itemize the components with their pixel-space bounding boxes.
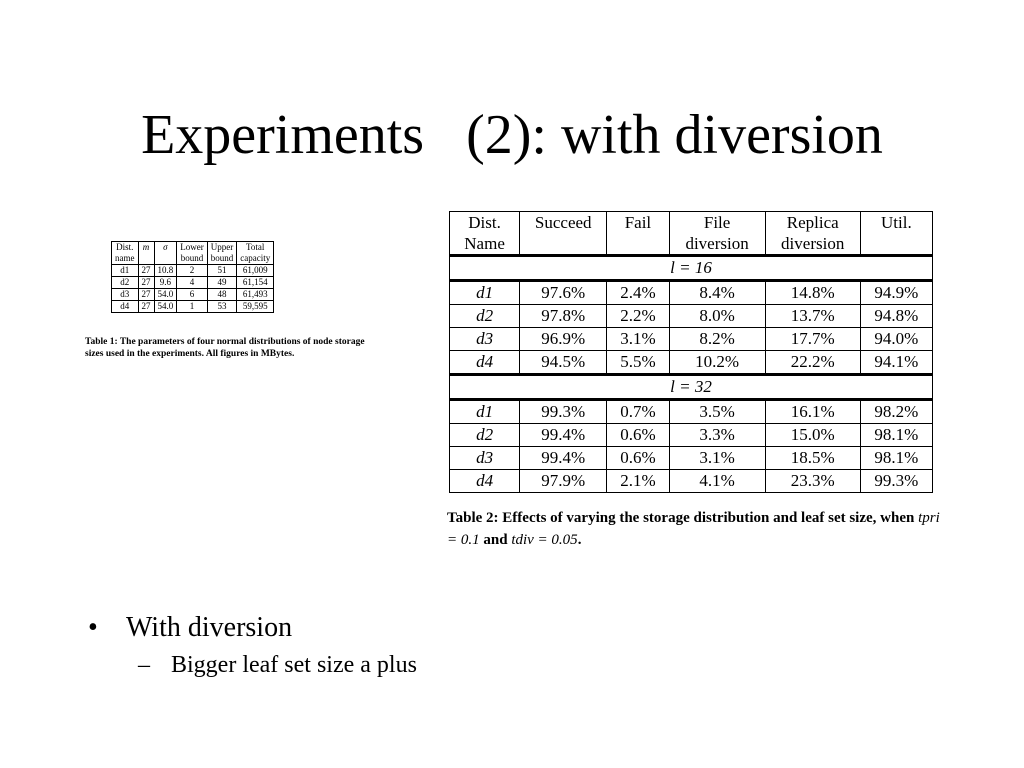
caption-math: tpri = 0.1 <box>447 510 940 548</box>
table-row <box>112 277 274 289</box>
table-cell: 2.4% <box>607 280 669 305</box>
table-cell: 13.7% <box>766 305 861 328</box>
table-cell: 97.6% <box>520 280 607 305</box>
table-cell: 8.2% <box>670 328 766 351</box>
table-row <box>450 280 932 305</box>
table-cell: d2 <box>112 277 139 289</box>
table-body <box>450 255 932 492</box>
table-body <box>112 265 274 313</box>
bullet-item <box>88 610 417 646</box>
table-cell: 97.8% <box>520 305 607 328</box>
table-cell: 99.4% <box>520 447 607 470</box>
table-cell: 9.6 <box>154 277 177 289</box>
table-cell: 17.7% <box>766 328 861 351</box>
table-cell: 27 <box>138 277 154 289</box>
table-cell: 99.3% <box>520 399 607 424</box>
column-header: σ <box>154 242 177 265</box>
group-label: l = 32 <box>450 374 932 399</box>
table-cell: d3 <box>112 289 139 301</box>
dist-cell: d1 <box>450 399 520 424</box>
caption-math: tdiv = 0.05 <box>511 532 578 548</box>
caption-text: Table 2: Effects of varying the storage distribution and leaf set size, when <box>447 510 919 526</box>
table-cell: 61,009 <box>237 265 274 277</box>
sub-bullet-item <box>138 650 417 680</box>
table-cell: d1 <box>112 265 139 277</box>
column-header: Total capacity <box>237 242 274 265</box>
table-cell: 96.9% <box>520 328 607 351</box>
table-row <box>450 305 932 328</box>
table-cell: 0.6% <box>607 447 669 470</box>
dist-cell: d3 <box>450 447 520 470</box>
table-row <box>450 447 932 470</box>
column-header: Dist. name <box>112 242 139 265</box>
bullet-text: With diversion <box>126 612 293 643</box>
table-cell: 98.2% <box>861 399 932 424</box>
dist-cell: d2 <box>450 424 520 447</box>
table-cell: 94.9% <box>861 280 932 305</box>
table-cell: 94.5% <box>520 351 607 374</box>
table-cell: 23.3% <box>766 470 861 492</box>
table-row <box>450 351 932 374</box>
table-row <box>450 470 932 492</box>
table-row <box>450 424 932 447</box>
table-cell: 2 <box>177 265 208 277</box>
column-header: Dist. Name <box>450 212 520 255</box>
table-cell: 16.1% <box>766 399 861 424</box>
dist-cell: d4 <box>450 351 520 374</box>
table-row <box>112 289 274 301</box>
table-row <box>450 399 932 424</box>
table-cell: d4 <box>112 301 139 313</box>
sub-bullet-text: Bigger leaf set size a plus <box>171 652 417 678</box>
dist-cell: d3 <box>450 328 520 351</box>
table-cell: 8.4% <box>670 280 766 305</box>
table-cell: 61,154 <box>237 277 274 289</box>
column-header: Upper bound <box>207 242 237 265</box>
bullet-list <box>88 610 417 680</box>
table-cell: 6 <box>177 289 208 301</box>
table-cell: 3.3% <box>670 424 766 447</box>
table-cell: 48 <box>207 289 237 301</box>
table-cell: 15.0% <box>766 424 861 447</box>
dash-icon: – <box>138 652 150 678</box>
table-cell: 18.5% <box>766 447 861 470</box>
table-cell: 8.0% <box>670 305 766 328</box>
table-cell: 3.1% <box>607 328 669 351</box>
table-cell: 1 <box>177 301 208 313</box>
table-cell: 0.6% <box>607 424 669 447</box>
table-cell: 98.1% <box>861 424 932 447</box>
table-cell: 49 <box>207 277 237 289</box>
dist-cell: d2 <box>450 305 520 328</box>
dist-cell: d1 <box>450 280 520 305</box>
column-header: Replica diversion <box>766 212 861 255</box>
table-cell: 0.7% <box>607 399 669 424</box>
results-table <box>449 211 933 493</box>
table-row <box>112 301 274 313</box>
table-cell: 97.9% <box>520 470 607 492</box>
dist-cell: d4 <box>450 470 520 492</box>
table-cell: 4 <box>177 277 208 289</box>
table-cell: 22.2% <box>766 351 861 374</box>
column-header: File diversion <box>670 212 766 255</box>
slide-title: Experiments (2): with diversion <box>141 104 883 166</box>
table-row <box>112 265 274 277</box>
table-cell: 27 <box>138 265 154 277</box>
group-label: l = 16 <box>450 255 932 280</box>
table-cell: 94.8% <box>861 305 932 328</box>
table-header-row <box>112 242 274 265</box>
table-cell: 10.8 <box>154 265 177 277</box>
table-cell: 54.0 <box>154 301 177 313</box>
table-header-row <box>450 212 932 255</box>
table-cell: 27 <box>138 301 154 313</box>
column-header: m <box>138 242 154 265</box>
bullet-icon: • <box>88 612 98 643</box>
table-cell: 99.4% <box>520 424 607 447</box>
table-row <box>450 328 932 351</box>
table-cell: 98.1% <box>861 447 932 470</box>
table-cell: 54.0 <box>154 289 177 301</box>
column-header: Lower bound <box>177 242 208 265</box>
table-cell: 3.5% <box>670 399 766 424</box>
group-row <box>450 255 932 280</box>
parameters-table <box>111 241 274 313</box>
caption-text: and <box>479 532 512 548</box>
column-header: Fail <box>607 212 669 255</box>
table-cell: 94.0% <box>861 328 932 351</box>
caption-text: . <box>577 532 582 548</box>
table-cell: 51 <box>207 265 237 277</box>
table-cell: 4.1% <box>670 470 766 492</box>
table-cell: 3.1% <box>670 447 766 470</box>
table1-caption: Table 1: The parameters of four normal distributions of node storage sizes used in the experiments. All figures in MBytes. <box>85 337 365 359</box>
column-header: Util. <box>861 212 932 255</box>
table-cell: 53 <box>207 301 237 313</box>
column-header: Succeed <box>520 212 607 255</box>
table-cell: 27 <box>138 289 154 301</box>
table-cell: 99.3% <box>874 471 919 490</box>
table-cell: 61,493 <box>237 289 274 301</box>
table-cell: 2.1% <box>607 470 669 492</box>
table2-caption <box>447 507 947 551</box>
group-row <box>450 374 932 399</box>
table-cell: 10.2% <box>670 351 766 374</box>
table-cell: 5.5% <box>607 351 669 374</box>
table-cell: 14.8% <box>766 280 861 305</box>
table-cell: 94.1% <box>861 351 932 374</box>
table-cell: 2.2% <box>607 305 669 328</box>
table-cell: 59,595 <box>237 301 274 313</box>
